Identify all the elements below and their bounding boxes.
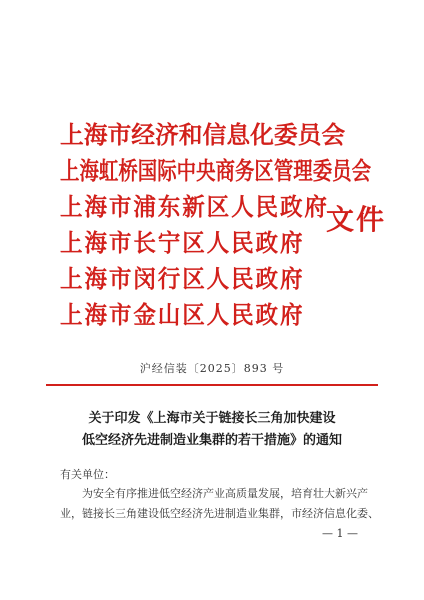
- body-text: [60, 484, 378, 524]
- issuer-line: 上海虹桥国际中央商务区管理委员会: [60, 156, 372, 185]
- document-number: 沪经信装〔2025〕893 号: [139, 362, 285, 375]
- issuer-line: 上海市金山区人民政府: [60, 300, 305, 329]
- issuer-line: 上海市闵行区人民政府: [60, 264, 305, 293]
- title-line-2: 低空经济先进制造业集群的若干措施》的通知: [81, 433, 342, 448]
- red-separator-line: [46, 384, 378, 386]
- document-title: [0, 408, 424, 452]
- title-line-1: 关于印发《上海市关于链接长三角加快建设: [88, 411, 336, 426]
- body-line-2: 业，链接长三角建设低空经济先进制造业集群，市经济信息化委、: [60, 507, 379, 520]
- issuer-line: 上海市长宁区人民政府: [60, 228, 305, 257]
- issuer-line: 上海市浦东新区人民政府: [60, 192, 329, 221]
- document-suffix: 文件: [326, 203, 387, 236]
- body-line-1: 为安全有序推进低空经济产业高质量发展，培育壮大新兴产: [82, 487, 368, 500]
- issuer-line: 上海市经济和信息化委员会: [60, 120, 346, 149]
- salutation: 有关单位：: [60, 468, 115, 481]
- page-number: — 1 —: [322, 527, 358, 540]
